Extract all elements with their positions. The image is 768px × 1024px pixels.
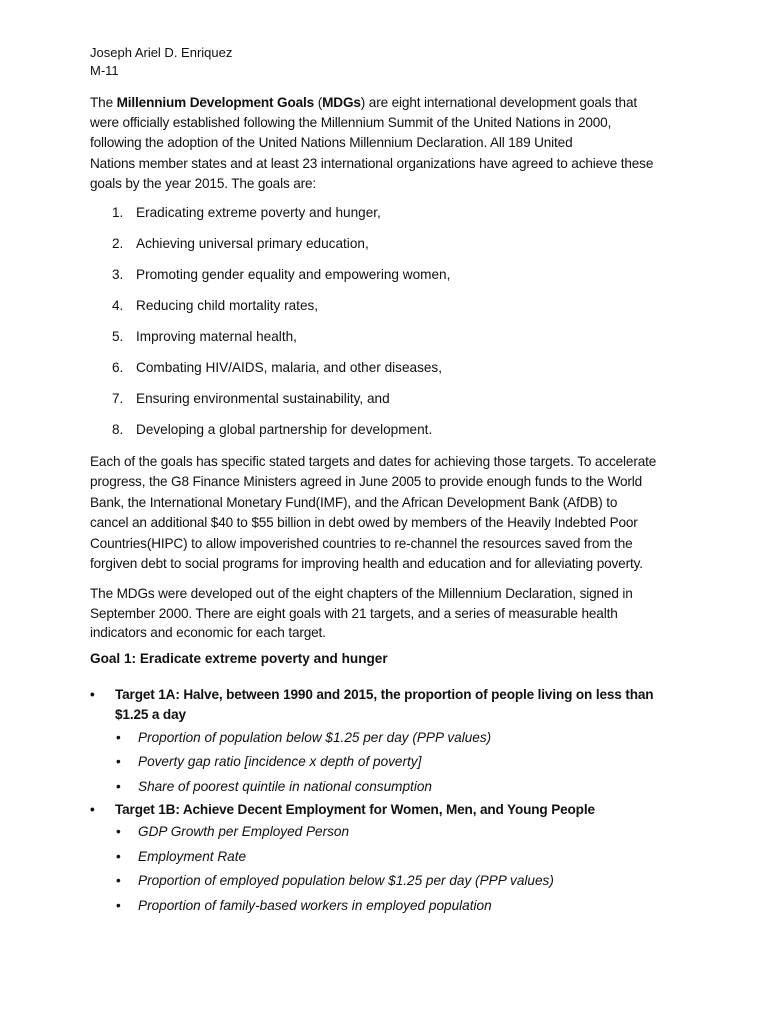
bullet-icon: • [90,801,95,817]
goal-list-item [112,236,450,267]
goal-list-item [112,298,450,329]
goal-text: Developing a global partnership for development. [136,422,433,437]
paragraph-line: The MDGs were developed out of the eight chapters of the Millennium Declaration, signed in [90,586,633,601]
indicator-text: GDP Growth per Employed Person [138,824,350,839]
mdg-acronym: MDGs [322,95,361,110]
bullet-icon: • [116,897,121,913]
goal-number: 4. [112,298,124,313]
goal-text: Achieving universal primary education, [136,236,369,251]
goal-list-item [112,267,450,298]
bullet-icon: • [116,848,121,864]
goal-text: Eradicating extreme poverty and hunger, [136,205,381,220]
intro-line-2: were officially established following the Millennium Summit of the United Nations in 2000, [90,115,612,131]
target-line: Target 1A: Halve, between 1990 and 2015, the proportion of people living on less than [115,687,654,702]
indicator-text: Proportion of employed population below $1.25 per day (PPP values) [138,873,554,889]
target-line: Target 1B: Achieve Decent Employment for Women, Men, and Young People [115,801,595,817]
intro-text: The [90,95,117,110]
paragraph-line: Countries(HIPC) to allow impoverished countries to re-channel the resources saved from the [90,535,633,551]
target-line: $1.25 a day [115,707,186,723]
paragraph-line: September 2000. There are eight goals with 21 targets, and a series of measurable health [90,605,618,621]
goals-list [112,205,450,453]
goal-number: 7. [112,391,124,406]
paragraph-line: Each of the goals has specific stated targets and dates for achieving those targets. To accelerate [90,454,657,469]
intro-line-1 [90,93,685,113]
goal-text: Combating HIV/AIDS, malaria, and other diseases, [136,360,443,375]
intro-line-3: following the adoption of the United Nations Millennium Declaration. All 189 United [90,135,573,151]
goal-list-item [112,391,450,422]
goal-number: 8. [112,422,124,437]
author-block [90,44,232,80]
goal-number: 1. [112,205,124,220]
bullet-icon: • [90,687,95,702]
intro-line-5: goals by the year 2015. The goals are: [90,175,317,191]
bullet-icon: • [116,873,121,889]
indicator-item [90,894,710,919]
bullet-icon: • [116,779,121,794]
goal-1-heading: Goal 1: Eradicate extreme poverty and hunger [90,651,388,666]
indicator-text: Proportion of family-based workers in employed population [138,897,492,913]
goal-text: Improving maternal health, [136,329,297,344]
bullet-icon: • [116,754,121,770]
target-1a [90,685,710,726]
paragraph-line: indicators and economic for each target. [90,625,326,641]
bullet-icon: • [116,824,121,839]
goal-list-item [112,329,450,360]
paragraph-line: forgiven debt to social programs for improving health and education and for alleviating poverty. [90,556,643,572]
goal-text: Ensuring environmental sustainability, and [136,391,390,406]
indicator-item [90,820,710,845]
goal-number: 2. [112,236,124,251]
indicator-item [90,726,710,751]
indicator-item [90,845,710,870]
intro-paragraph [90,93,685,194]
goal-number: 6. [112,360,124,375]
target-1b [90,800,710,820]
intro-text: ) are eight international development goals that [360,95,637,110]
targets-paragraph [90,452,690,574]
goal-list-item [112,360,450,391]
indicator-text: Proportion of population below $1.25 per day (PPP values) [138,729,492,745]
paragraph-line: Bank, the International Monetary Fund(IMF), and the African Development Bank (AfDB) to [90,494,618,510]
paragraph-line: progress, the G8 Finance Ministers agreed in June 2005 to provide enough funds to the World [90,474,643,490]
goal-number: 3. [112,267,124,282]
author-name: Joseph Ariel D. Enriquez [90,45,233,60]
goal-list-item [112,205,450,236]
goal-1-targets [90,685,710,918]
indicator-item [90,750,710,775]
intro-text: ( [314,95,323,110]
indicator-item [90,775,710,800]
mdg-term: Millennium Development Goals [116,95,315,110]
indicator-item [90,869,710,894]
bullet-icon: • [116,729,121,745]
author-section: M-11 [90,63,119,78]
goal-text: Promoting gender equality and empowering women, [136,267,451,282]
goal-list-item [112,422,450,453]
paragraph-line: cancel an additional $40 to $55 billion in debt owed by members of the Heavily Indebted Poor [90,515,638,531]
indicator-text: Poverty gap ratio [incidence x depth of poverty] [138,754,422,770]
indicator-text: Employment Rate [138,848,247,864]
indicator-text: Share of poorest quintile in national consumption [138,779,432,794]
intro-line-4: Nations member states and at least 23 international organizations have agreed to achieve these [90,155,654,171]
goal-text: Reducing child mortality rates, [136,298,319,313]
declaration-paragraph [90,584,690,643]
goal-number: 5. [112,329,124,344]
